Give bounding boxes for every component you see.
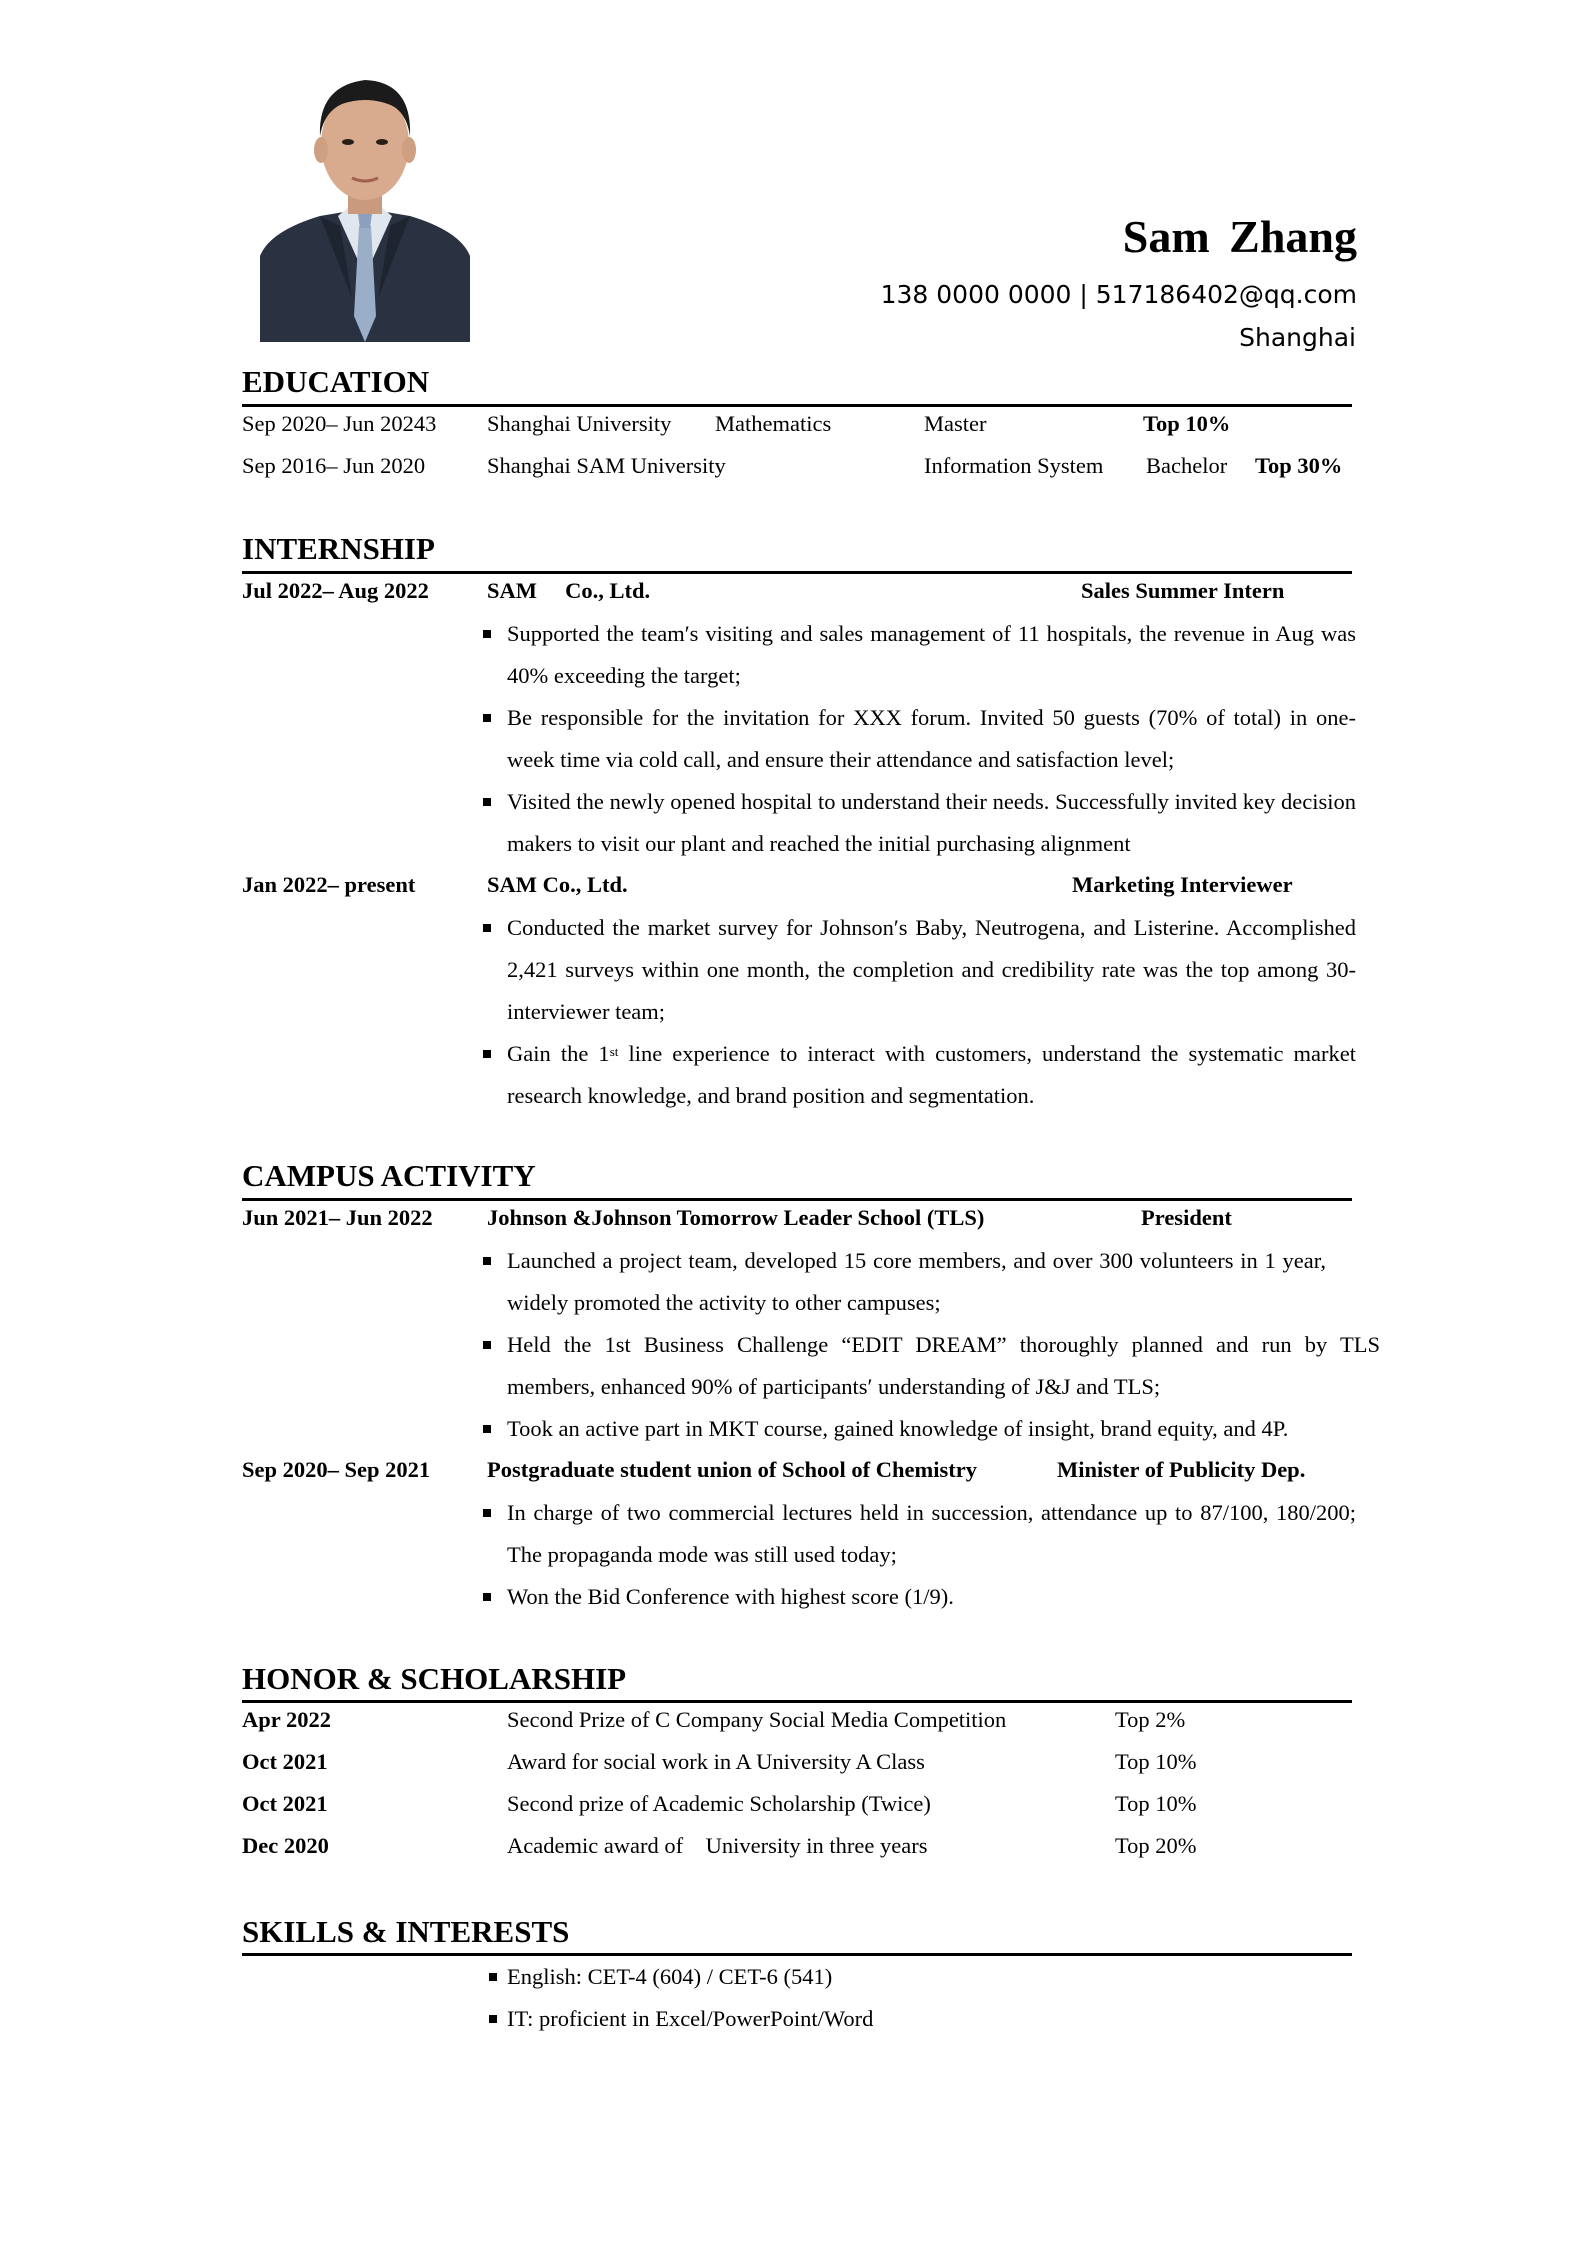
bullet-item: Held the 1st Business Challenge “EDIT DREAM” thoroughly planned and run by TLS members, enhanced 90% of participants′ understanding of J&J and TLS; [483, 1324, 1380, 1408]
education-degree: Master [924, 411, 987, 436]
bullet-text: line experience to interact with customers, understand the systematic market research knowledge, and brand position and segmentation. [507, 1041, 1356, 1108]
bullet-item: Took an active part in MKT course, gained knowledge of insight, brand equity, and 4P. [483, 1408, 1380, 1450]
internship-role: Marketing Interviewer [1072, 872, 1293, 897]
bullet-item: Won the Bid Conference with highest score (1/9). [483, 1576, 1356, 1618]
campus-role: Minister of Publicity Dep. [1057, 1457, 1306, 1482]
superscript: st [609, 1044, 619, 1059]
section-title-honors: HONOR & SCHOLARSHIP [242, 1661, 627, 1696]
education-rank: Top 30% [1255, 453, 1343, 478]
education-major: Mathematics [715, 411, 832, 436]
honor-rank: Top 10% [1115, 1791, 1197, 1816]
education-date: Sep 2020– Jun 20243 [242, 411, 437, 436]
section-divider [242, 404, 1352, 407]
honor-award: Second prize of Academic Scholarship (Twice) [507, 1791, 931, 1816]
internship-date: Jan 2022– present [242, 872, 416, 897]
honor-date: Oct 2021 [242, 1749, 328, 1774]
education-degree: Bachelor [1146, 453, 1228, 478]
honor-rank: Top 20% [1115, 1833, 1197, 1858]
candidate-name: Sam Zhang [1122, 211, 1357, 262]
education-school: Shanghai SAM University [487, 453, 726, 478]
bullet-item: Supported the team′s visiting and sales management of 11 hospitals, the revenue in Aug was 40% exceeding the target; [483, 613, 1356, 697]
campus-bullets [483, 1492, 1356, 1618]
honor-rank: Top 10% [1115, 1749, 1197, 1774]
bullet-item: Be responsible for the invitation for XXX forum. Invited 50 guests (70% of total) in one-week time via cold call, and ensure their attendance and satisfaction level; [483, 697, 1356, 781]
skills-list [489, 1956, 1089, 2040]
education-date: Sep 2016– Jun 2020 [242, 453, 426, 478]
honor-date: Dec 2020 [242, 1833, 329, 1858]
bullet-item [483, 1033, 1356, 1117]
skill-item: English: CET-4 (604) / CET-6 (541) [489, 1956, 1089, 1998]
campus-role: President [1141, 1205, 1232, 1230]
location: Shanghai [1239, 323, 1356, 352]
internship-company: SAM Co., Ltd. [487, 872, 628, 897]
internship-bullets [483, 613, 1356, 865]
honor-date: Oct 2021 [242, 1791, 328, 1816]
honor-award: Academic award of University in three years [507, 1833, 928, 1858]
honor-award: Award for social work in A University A Class [507, 1749, 925, 1774]
section-title-internship: INTERNSHIP [242, 531, 435, 566]
bullet-item: Visited the newly opened hospital to understand their needs. Successfully invited key decision makers to visit our plant and reached the initial purchasing alignment [483, 781, 1356, 865]
honor-rank: Top 2% [1115, 1707, 1186, 1732]
internship-bullets [483, 907, 1356, 1117]
profile-photo [260, 66, 470, 342]
skill-item: IT: proficient in Excel/PowerPoint/Word [489, 1998, 1089, 2040]
section-divider [242, 1198, 1352, 1201]
internship-role: Sales Summer Intern [1081, 578, 1285, 603]
honor-date: Apr 2022 [242, 1707, 331, 1732]
education-major: Information System [924, 453, 1104, 478]
campus-organization: Postgraduate student union of School of Chemistry [487, 1457, 978, 1482]
education-rank: Top 10% [1143, 411, 1231, 436]
education-school: Shanghai University [487, 411, 672, 436]
campus-bullets [483, 1240, 1380, 1450]
campus-date: Jun 2021– Jun 2022 [242, 1205, 433, 1230]
campus-date: Sep 2020– Sep 2021 [242, 1457, 431, 1482]
section-divider [242, 1700, 1352, 1703]
internship-date: Jul 2022– Aug 2022 [242, 578, 429, 603]
bullet-item: Launched a project team, developed 15 core members, and over 300 volunteers in 1 year, widely promoted the activity to other campuses; [483, 1240, 1326, 1324]
section-title-education: EDUCATION [242, 364, 430, 399]
contact-info: 138 0000 0000 | 517186402@qq.com [880, 280, 1357, 309]
bullet-text: Gain the 1 [507, 1041, 610, 1066]
honor-award: Second Prize of C Company Social Media Competition [507, 1707, 1007, 1732]
bullet-item: In charge of two commercial lectures held in succession, attendance up to 87/100, 180/200; The propaganda mode was still used today; [483, 1492, 1356, 1576]
section-divider [242, 571, 1352, 574]
campus-organization: Johnson &Johnson Tomorrow Leader School (TLS) [487, 1205, 985, 1230]
section-title-skills: SKILLS & INTERESTS [242, 1914, 570, 1949]
internship-company: SAM Co., Ltd. [487, 578, 651, 603]
bullet-item: Conducted the market survey for Johnson′s Baby, Neutrogena, and Listerine. Accomplished 2,421 surveys within one month, the completion and credibility rate was the top among 30-interviewer team; [483, 907, 1356, 1033]
section-title-campus-activity: CAMPUS ACTIVITY [242, 1158, 536, 1193]
